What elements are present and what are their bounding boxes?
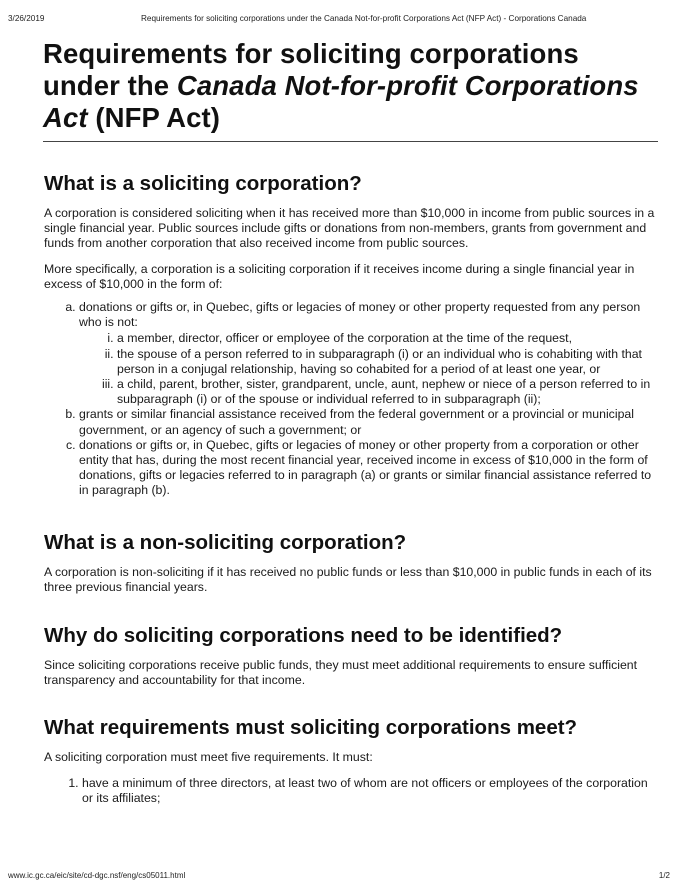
heading-why-identified: Why do soliciting corporations need to be identified? [44, 624, 563, 648]
requirements-list [44, 776, 660, 806]
main-content [44, 172, 660, 806]
section-non-soliciting [44, 531, 660, 595]
title-divider [43, 141, 658, 142]
paragraph-soliciting-specifics: More specifically, a corporation is a soliciting corporation if it receives income during a single financial year in excess of $10,000 in the form of: [44, 261, 635, 291]
title-text-1: Requirements for soliciting corporations under the [43, 38, 579, 101]
section-why-identified [44, 624, 660, 688]
print-page-number: 1/2 [658, 871, 670, 880]
paragraph-non-soliciting: A corporation is non-soliciting if it has received no public funds or less than $10,000 in public funds in each of its three previous financial years. [44, 564, 652, 594]
print-date: 3/26/2019 [8, 14, 45, 23]
list-item-a [79, 300, 660, 407]
paragraph-why-identified: Since soliciting corporations receive public funds, they must meet additional requirements to ensure sufficient transparency and accountability for that income. [44, 658, 638, 688]
heading-requirements: What requirements must soliciting corporations meet? [44, 716, 578, 740]
title-text-2: (NFP Act) [87, 102, 221, 133]
sub-item-i: i. a member, director, officer or employee of the corporation at the time of the request, [117, 331, 660, 346]
print-url: www.ic.gc.ca/eic/site/cd-dgc.nsf/eng/cs05011.html [8, 871, 186, 880]
income-forms-list [44, 300, 660, 499]
page-title [43, 38, 643, 134]
sub-item-ii: ii. the spouse of a person referred to in subparagraph (i) or an individual who is cohabiting with that person in a conjugal relationship, having so cohabited for a period of at least one year, or [117, 347, 660, 377]
sub-item-iii: iii. a child, parent, brother, sister, grandparent, uncle, aunt, nephew or niece of a person referred to in subparagraph (i) or of the spouse or individual referred to in subparagraph (ii); [117, 377, 660, 407]
requirement-item-1: 1. have a minimum of three directors, at least two of whom are not officers or employees of the corporation or its affiliates; [82, 776, 660, 806]
list-item-a-text: donations or gifts or, in Quebec, gifts or legacies of money or other property requested from any person who is not: [79, 300, 641, 330]
paragraph-soliciting-definition: A corporation is considered soliciting when it has received more than $10,000 in income from public sources in a single financial year. Public sources include gifts or donations from non-members, grants from government and funds from another corporation that also received income from public sources. [44, 206, 655, 251]
list-item-b: b. grants or similar financial assistance received from the federal government or a provincial or municipal government, or an agency of such a government; or [79, 407, 660, 437]
section-requirements [44, 716, 660, 806]
section-soliciting [44, 172, 660, 499]
list-item-c: c. donations or gifts or, in Quebec, gifts or legacies of money or other property from a corporation or other entity that has, during the most recent financial year, received income in excess of $10,000 in the form of donations, gifts or legacies referred to in paragraph (a) or grants or similar financial assistance referred to in paragraph (b). [79, 438, 660, 499]
sub-list-a [79, 331, 660, 407]
print-page-title: Requirements for soliciting corporations under the Canada Not-for-profit Corporations Act (NFP Act) - Corporations Canada [141, 14, 587, 23]
heading-non-soliciting: What is a non-soliciting corporation? [44, 530, 407, 554]
title-act-name: Canada Not-for-profit Corporations Act [43, 70, 639, 133]
heading-soliciting: What is a soliciting corporation? [44, 172, 362, 195]
paragraph-requirements-intro: A soliciting corporation must meet five requirements. It must: [44, 750, 373, 765]
